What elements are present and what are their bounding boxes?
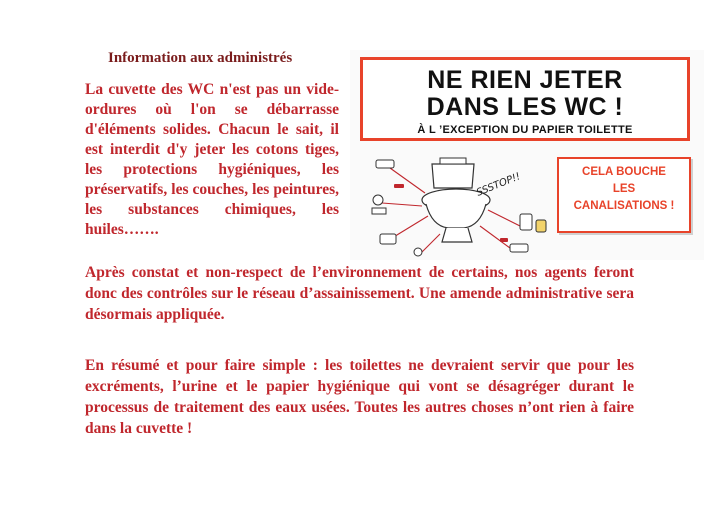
callout-line-3: CANALISATIONS !	[573, 200, 675, 212]
toilet-sketch-illustration	[370, 148, 555, 258]
warning-poster	[350, 50, 704, 260]
notice-heading: Information aux administrés	[108, 50, 293, 66]
sketch-stop-text: SSSTOP!!	[475, 171, 523, 199]
callout-line-2: LES	[612, 183, 636, 195]
paragraph-summary: En résumé et pour faire simple : les toilettes ne devraient servir que pour les excréments, l’urine et le papier hygiénique qui vont se désagréger durant le processus de traitement des eaux usées. Toutes les autres choses n’ont rien à faire dans la cuvette !	[85, 357, 634, 437]
banner-line-1: NE RIEN JETER	[427, 66, 623, 94]
toilet-base-icon	[442, 228, 472, 242]
item-sketch-icon	[376, 160, 394, 168]
tank-lid-icon	[440, 158, 466, 164]
callout-line-1: CELA BOUCHE	[582, 166, 666, 178]
warning-banner	[360, 57, 690, 141]
banner-line-2: DANS LES WC !	[426, 93, 624, 121]
paragraph-intro: La cuvette des WC n'est pas un vide-ordures où l'on se débarrasse d'éléments solides. Chacun le sait, il est interdit d'y jeter les cotons tiges, les protections hygiéniques, les préservatifs, les couches, les peintures, les substances chimiques, les huiles…….	[85, 81, 339, 238]
paragraph-controls: Après constat et non-respect de l’environnement de certains, nos agents feront donc des contrôles sur le réseau d’assainissement. Une amende administrative sera désormais appliquée.	[85, 264, 634, 323]
banner-subline: À L ’EXCEPTION DU PAPIER TOILETTE	[417, 124, 633, 136]
toilet-tank-icon	[432, 164, 474, 188]
warning-callout	[557, 157, 691, 233]
